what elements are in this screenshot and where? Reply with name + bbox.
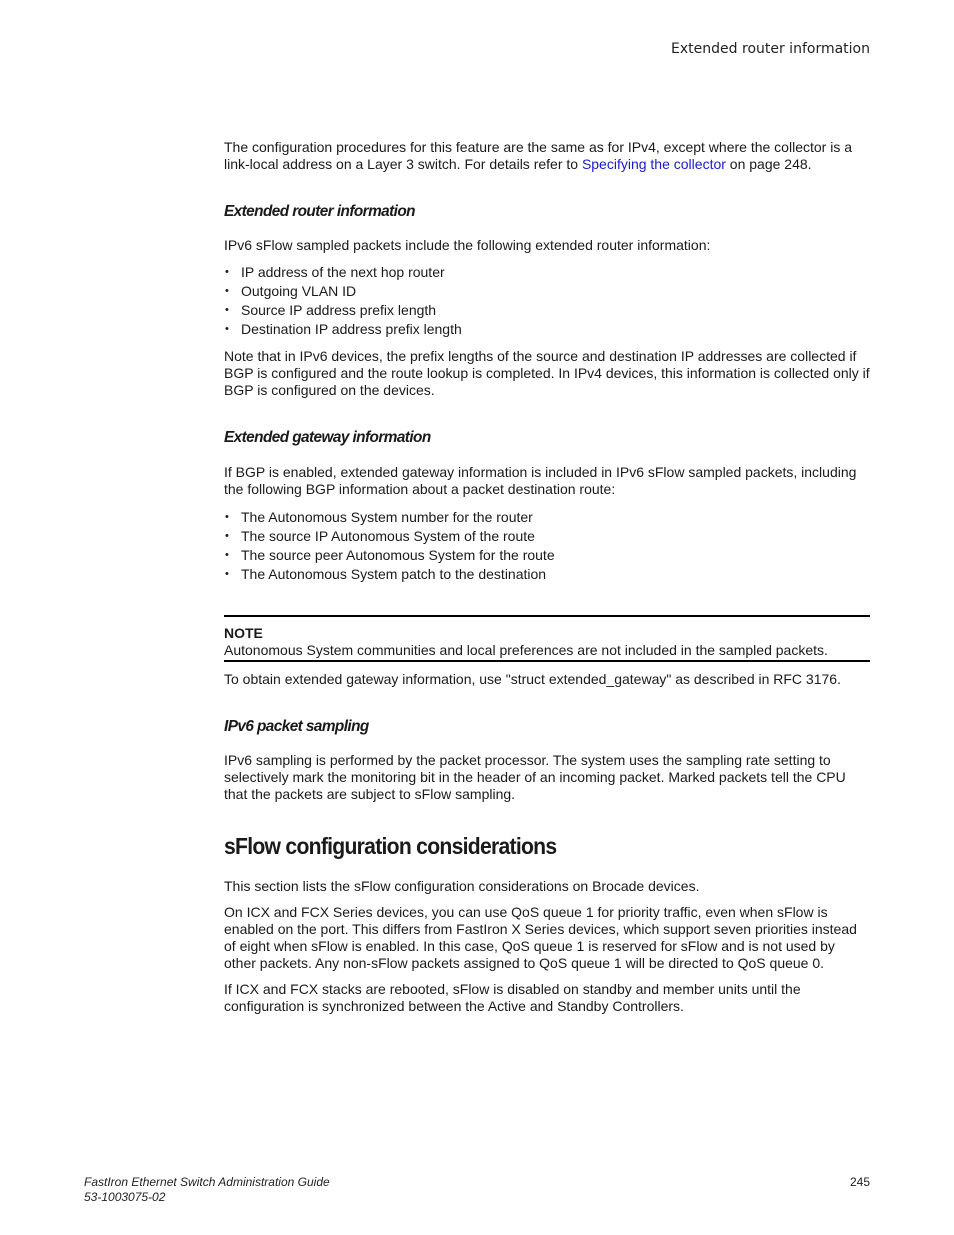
list-item: • Source IP address prefix length [224, 301, 870, 320]
extended-router-note: Note that in IPv6 devices, the prefix lengths of the source and destination IP addresses are collected if BGP is configured and the route lookup is completed. In IPv4 devices, this information is collected only if BGP is configured on the devices. [224, 348, 870, 398]
page-footer [84, 1175, 870, 1205]
intro-text-before-link: The configuration procedures for this feature are the same as for IPv4, except where the collector is a link-local address on a Layer 3 switch. For details refer to [224, 139, 852, 172]
rfc-paragraph: To obtain extended gateway information, use "struct extended_gateway" as described in RFC 3176. [224, 671, 841, 687]
extended-router-list [224, 263, 870, 339]
extended-router-intro: IPv6 sFlow sampled packets include the following extended router information: [224, 237, 711, 253]
stacks-paragraph: If ICX and FCX stacks are rebooted, sFlow is disabled on standby and member units until the configuration is synchronized between the Active and Standby Controllers. [224, 981, 801, 1014]
footer-guide-title: FastIron Ethernet Switch Administration Guide [84, 1175, 330, 1189]
list-item: • Destination IP address prefix length [224, 320, 870, 339]
sflow-considerations-intro: This section lists the sFlow configuration considerations on Brocade devices. [224, 878, 700, 894]
sflow-considerations-heading: sFlow configuration considerations [224, 833, 557, 859]
intro-paragraph [224, 139, 870, 173]
list-item: • Outgoing VLAN ID [224, 282, 870, 301]
icx-fcx-paragraph: On ICX and FCX Series devices, you can use QoS queue 1 for priority traffic, even when sFlow is enabled on the port. This differs from FastIron X Series devices, which support seven priorities instead of eight when sFlow is enabled. In this case, QoS queue 1 is reserved for sFlow and is not used by other packets. Any non-sFlow packets assigned to QoS queue 1 will be directed to QoS queue 0. [224, 904, 857, 971]
note-box [224, 615, 870, 662]
extended-gateway-intro: If BGP is enabled, extended gateway information is included in IPv6 sFlow sampled packets, including the following BGP information about a packet destination route: [224, 464, 857, 497]
list-item: • The source IP Autonomous System of the route [224, 527, 870, 546]
ipv6-sampling-paragraph: IPv6 sampling is performed by the packet processor. The system uses the sampling rate setting to selectively mark the monitoring bit in the header of an incoming packet. Marked packets tell the CPU that the packets are subject to sFlow sampling. [224, 752, 846, 802]
list-item: • The Autonomous System number for the router [224, 508, 870, 527]
list-item: • IP address of the next hop router [224, 263, 870, 282]
extended-gateway-list [224, 508, 870, 584]
page-number: 245 [849, 1175, 870, 1189]
note-label: NOTE [224, 625, 263, 641]
list-item: • The source peer Autonomous System for the route [224, 546, 870, 565]
extended-gateway-heading: Extended gateway information [224, 429, 431, 446]
ipv6-sampling-heading: IPv6 packet sampling [224, 718, 369, 735]
list-item: • The Autonomous System patch to the destination [224, 565, 870, 584]
intro-text-after-link: on page 248. [725, 156, 812, 172]
extended-router-heading: Extended router information [224, 203, 415, 220]
specifying-collector-link[interactable]: Specifying the collector [581, 156, 726, 172]
footer-doc-number: 53-1003075-02 [84, 1190, 166, 1204]
page-content [224, 139, 870, 1015]
note-text: Autonomous System communities and local preferences are not included in the sampled packets. [224, 642, 828, 658]
running-header: Extended router information [671, 41, 870, 57]
